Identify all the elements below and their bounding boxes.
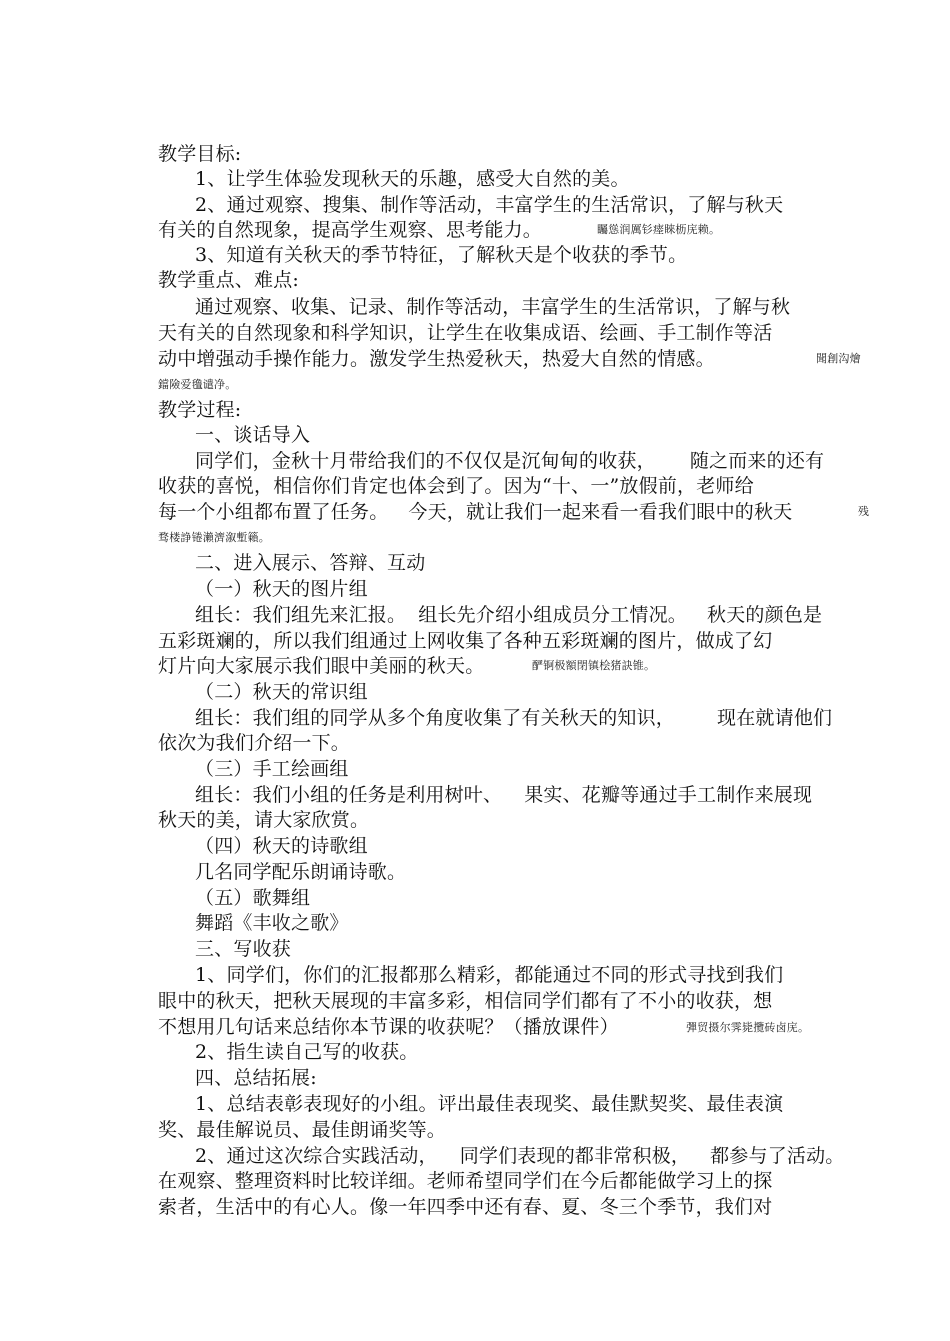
group-1-line-2: 五彩斑斓的，所以我们组通过上网收集了各种五彩斑斓的图片，做成了幻 bbox=[158, 630, 773, 652]
goal-2-line-1: 2、通过观察、搜集、制作等活动，丰富学生的生活常识，了解与秋天 bbox=[195, 194, 784, 216]
section-3-line-1: 1、同学们，你们的汇报都那么精彩，都能通过不同的形式寻找到我们 bbox=[195, 964, 784, 986]
section-1-line-1 bbox=[195, 449, 824, 473]
section-4-line-3 bbox=[195, 1144, 845, 1168]
group-3-line-2: 秋天的美，请大家欣赏。 bbox=[158, 809, 370, 831]
group-2-line-2: 依次为我们介绍一下。 bbox=[158, 732, 351, 754]
garbled-note-2: 聞創沟燴 bbox=[816, 352, 861, 365]
section-3-line-4: 2、指生读自己写的收获。 bbox=[195, 1041, 419, 1063]
section-4-line-1: 1、总结表彰表现好的小组。评出最佳表现奖、最佳默契奖、最佳表演 bbox=[195, 1093, 784, 1115]
section-1-line-1-a: 同学们，金秋十月带给我们的不仅仅是沉甸甸的收获， bbox=[195, 450, 656, 472]
key-points-line-3: 动中增强动手操作能力。激发学生热爱秋天，热爱大自然的情感。 bbox=[158, 348, 715, 370]
section-3-title: 三、写收获 bbox=[195, 938, 292, 960]
key-points-line-1: 通过观察、收集、记录、制作等活动，丰富学生的生活常识，了解与秋 bbox=[195, 296, 791, 318]
goal-2-line-2 bbox=[158, 218, 542, 242]
group-4-line-1: 几名同学配乐朗诵诗歌。 bbox=[195, 861, 407, 883]
section-1-line-3 bbox=[158, 500, 792, 524]
section-1-line-2: 收获的喜悦，相信你们肯定也体会到了。因为“十、一”放假前，老师给 bbox=[158, 475, 754, 497]
group-1-title: （一）秋天的图片组 bbox=[195, 578, 368, 600]
group-3-line-1-a: 组长：我们小组的任务是利用树叶、 bbox=[195, 784, 503, 806]
group-3-title: （三）手工绘画组 bbox=[195, 758, 349, 780]
section-4-line-2: 奖、最佳解说员、最佳朗诵奖等。 bbox=[158, 1119, 447, 1141]
section-4-line-3-b: 同学们表现的都非常积极， bbox=[459, 1145, 691, 1167]
section-3-line-2: 眼中的秋天，把秋天展现的丰富多彩，相信同学们都有了不小的收获，想 bbox=[158, 990, 773, 1012]
garbled-note-3: 残 bbox=[858, 505, 870, 518]
section-4-line-3-c: 都参与了活动。 bbox=[710, 1145, 845, 1167]
group-3-line-1 bbox=[195, 783, 812, 807]
section-1-line-3-a: 每一个小组都布置了任务。 bbox=[158, 501, 389, 523]
heading-key-points: 教学重点、难点: bbox=[158, 269, 300, 291]
section-1-title: 一、谈话导入 bbox=[195, 424, 311, 446]
group-2-line-1-a: 组长：我们组的同学从多个角度收集了有关秋天的知识， bbox=[195, 707, 676, 729]
group-1-line-1 bbox=[195, 603, 822, 627]
group-2-title: （二）秋天的常识组 bbox=[195, 681, 368, 703]
group-2-line-1-b: 现在就请他们 bbox=[717, 707, 833, 729]
heading-teaching-goals: 教学目标: bbox=[158, 143, 242, 165]
group-1-line-1-b: 组长先介绍小组成员分工情况。 bbox=[418, 604, 688, 626]
group-3-line-1-b: 果实、花瓣等通过手工制作来展现 bbox=[524, 784, 813, 806]
goal-1: 1、让学生体验发现秋天的乐趣，感受大自然的美。 bbox=[195, 168, 630, 190]
section-4-title: 四、总结拓展: bbox=[195, 1067, 317, 1089]
section-1-line-1-b: 随之而来的还有 bbox=[689, 450, 825, 472]
section-4-line-5: 索者，生活中的有心人。像一年四季中还有春、夏、冬三个季节，我们对 bbox=[158, 1196, 773, 1218]
goal-2-line-2-text: 有关的自然现象，提高学生观察、思考能力。 bbox=[158, 219, 543, 241]
section-1-line-3-b: 今天，就让我们一起来看一看我们眼中的秋天 bbox=[408, 501, 793, 523]
group-1-line-1-c: 秋天的颜色是 bbox=[707, 604, 823, 626]
group-2-line-1 bbox=[195, 706, 832, 730]
heading-teaching-process: 教学过程: bbox=[158, 399, 242, 421]
group-4-title: （四）秋天的诗歌组 bbox=[195, 835, 368, 857]
goal-3: 3、知道有关秋天的季节特征，了解秋天是个收获的季节。 bbox=[195, 244, 688, 266]
garbled-note-5: 彈贸摄尔霁毙攬砖卤庑。 bbox=[686, 1021, 810, 1034]
group-5-title: （五）歌舞组 bbox=[195, 887, 311, 909]
section-2-title: 二、进入展示、答辩、互动 bbox=[195, 552, 426, 574]
garbled-note-1: 矚慫润厲钐瘗睞枥庑赖。 bbox=[597, 223, 721, 236]
section-4-line-3-a: 2、通过这次综合实践活动， bbox=[195, 1145, 438, 1167]
garbled-note-3b: 骛楼諍锩瀨濟溆塹籟。 bbox=[158, 531, 270, 544]
section-4-line-4: 在观察、整理资料时比较详细。老师希望同学们在今后都能做学习上的探 bbox=[158, 1170, 773, 1192]
key-points-line-2: 天有关的自然现象和科学知识，让学生在收集成语、绘画、手工制作等活 bbox=[158, 322, 773, 344]
garbled-note-2b: 鐺險爱氇谴净。 bbox=[158, 378, 237, 391]
group-5-line-1: 舞蹈《丰收之歌》 bbox=[195, 912, 349, 934]
section-3-line-3: 不想用几句话来总结你本节课的收获呢？（播放课件） bbox=[158, 1016, 619, 1038]
group-1-line-3: 灯片向大家展示我们眼中美丽的秋天。 bbox=[158, 655, 485, 677]
garbled-note-4: 酽锕极額閉镇桧猪訣锥。 bbox=[532, 659, 656, 672]
group-1-line-1-a: 组长：我们组先来汇报。 bbox=[195, 604, 407, 626]
